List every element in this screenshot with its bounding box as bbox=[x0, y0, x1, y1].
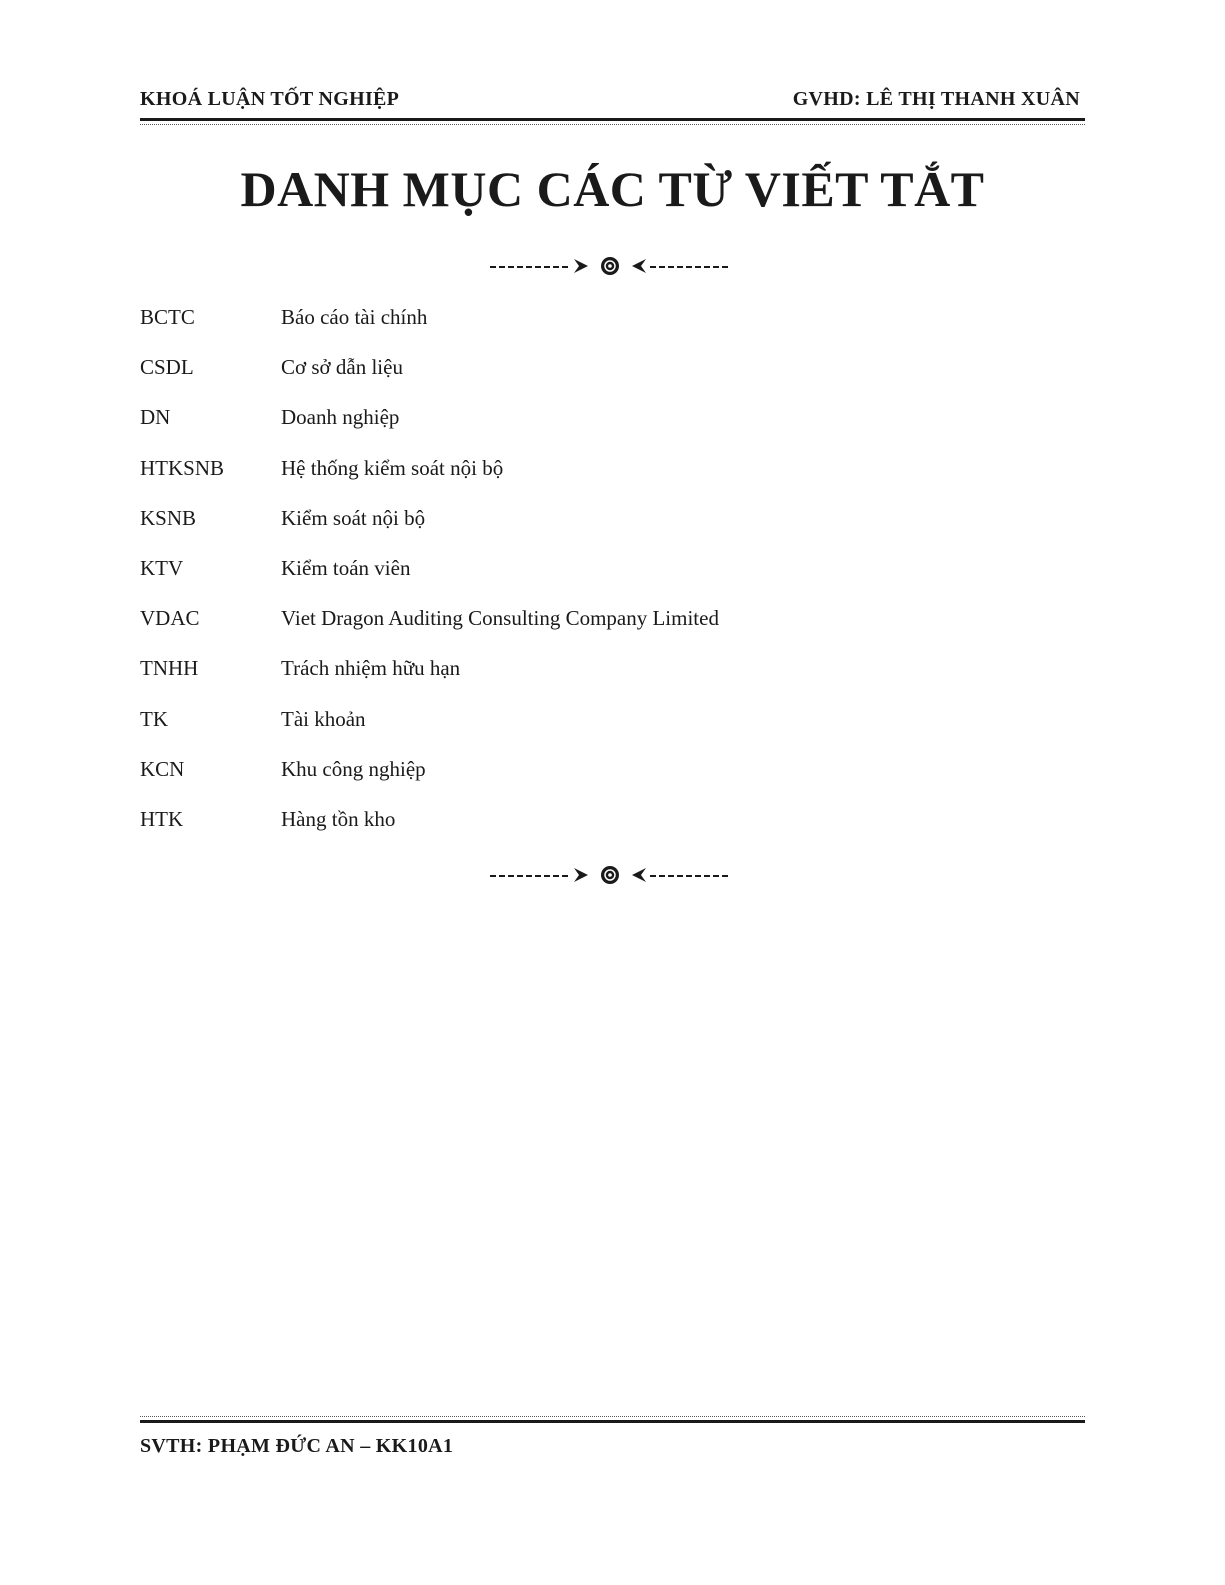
page-title: DANH MỤC CÁC TỪ VIẾT TẮT bbox=[240, 161, 985, 217]
list-item bbox=[140, 656, 940, 706]
list-item bbox=[140, 456, 940, 506]
abbreviation-code: TK bbox=[140, 706, 168, 731]
list-item bbox=[140, 405, 940, 455]
abbreviation-meaning: Trách nhiệm hữu hạn bbox=[281, 656, 461, 681]
abbreviation-code: KTV bbox=[140, 555, 184, 580]
list-item bbox=[140, 305, 940, 355]
abbreviation-meaning: Tài khoản bbox=[281, 706, 366, 731]
abbreviation-code: VDAC bbox=[140, 606, 200, 631]
abbreviation-meaning: Doanh nghiệp bbox=[281, 405, 400, 430]
abbreviation-list bbox=[140, 305, 940, 857]
abbreviation-meaning: Kiểm soát nội bộ bbox=[281, 505, 426, 530]
abbreviation-meaning: Hàng tồn kho bbox=[281, 806, 396, 831]
abbreviation-meaning: Kiểm toán viên bbox=[281, 555, 411, 580]
abbreviation-meaning: Hệ thống kiểm soát nội bộ bbox=[281, 455, 504, 480]
abbreviation-code: HTKSNB bbox=[140, 455, 225, 480]
footer-student-label: SVTH: PHẠM ĐỨC AN – KK10A1 bbox=[140, 1435, 454, 1457]
header-thesis-label: KHOÁ LUẬN TỐT NGHIỆP bbox=[140, 88, 400, 110]
list-item bbox=[140, 556, 940, 606]
abbreviation-code: DN bbox=[140, 405, 171, 430]
list-item bbox=[140, 807, 940, 857]
ornament-bottom-icon bbox=[490, 863, 730, 887]
abbreviation-meaning: Cơ sở dẫn liệu bbox=[281, 355, 403, 380]
list-item bbox=[140, 506, 940, 556]
abbreviation-meaning: Viet Dragon Auditing Consulting Company Limited bbox=[281, 606, 719, 631]
header-rule bbox=[140, 118, 1085, 121]
header-rule-dotted bbox=[140, 124, 1085, 125]
list-item bbox=[140, 757, 940, 807]
footer-rule-dotted bbox=[140, 1416, 1085, 1417]
abbreviation-code: BCTC bbox=[140, 305, 195, 329]
header-advisor-label: GVHD: LÊ THỊ THANH XUÂN bbox=[792, 88, 1080, 110]
abbreviation-code: HTK bbox=[140, 806, 184, 831]
footer-rule bbox=[140, 1420, 1085, 1423]
abbreviation-code: KCN bbox=[140, 756, 185, 781]
abbreviation-code: KSNB bbox=[140, 505, 197, 530]
list-item bbox=[140, 606, 940, 656]
abbreviation-meaning: Khu công nghiệp bbox=[281, 756, 426, 781]
abbreviation-code: TNHH bbox=[140, 656, 199, 681]
list-item bbox=[140, 707, 940, 757]
abbreviation-code: CSDL bbox=[140, 355, 194, 380]
list-item bbox=[140, 355, 940, 405]
abbreviation-meaning: Báo cáo tài chính bbox=[281, 305, 428, 329]
ornament-top-icon bbox=[490, 254, 730, 278]
